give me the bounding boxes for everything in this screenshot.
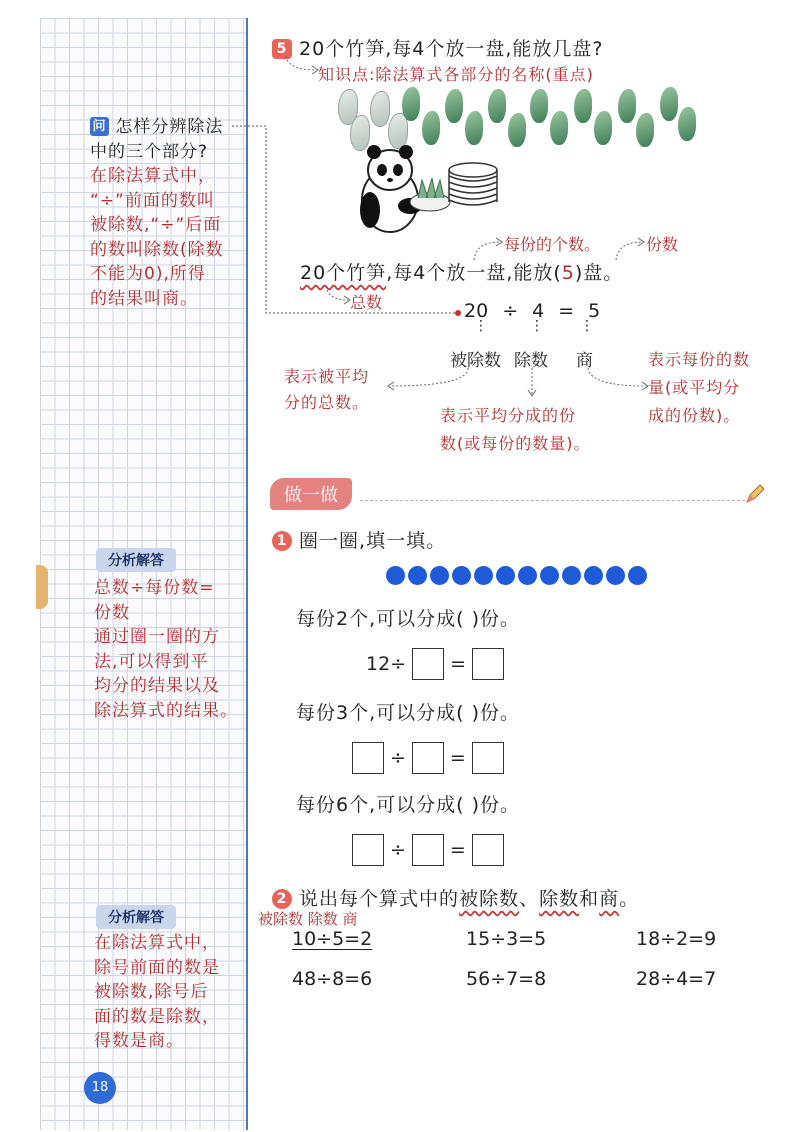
q2-text-d: 。 xyxy=(619,888,640,910)
example-number: 5 xyxy=(272,39,292,59)
analysis-1-line: 均分的结果以及 xyxy=(94,676,220,696)
label-total: 总数 xyxy=(350,293,383,312)
counting-dot xyxy=(408,566,427,585)
dot-row xyxy=(386,566,650,585)
q2-word-divisor: 除数 xyxy=(539,888,580,910)
q1-line-1: 每份2个,可以分成( )份。 xyxy=(296,608,520,630)
answer-box[interactable] xyxy=(412,648,444,680)
equals-sign: = xyxy=(449,839,466,861)
part-divisor: 除数 xyxy=(514,351,548,371)
answer-line-4: 的数叫除数(除数 xyxy=(90,239,224,260)
q2-text-a: 说出每个算式中的 xyxy=(299,888,460,910)
shoot-icon xyxy=(370,91,390,127)
practice-title: 做一做 xyxy=(270,478,352,510)
annotation-dividend-line: 分的总数。 xyxy=(284,393,370,412)
analysis-tag-1: 分析解答 xyxy=(96,548,176,572)
part-dividend: 被除数 xyxy=(450,351,501,371)
eq-quotient: 5 xyxy=(588,300,601,322)
answer-line-3: 被除数,“÷”后面 xyxy=(90,215,222,235)
annotation-divisor-line: 表示平均分成的份 xyxy=(440,406,577,425)
shoot-icon xyxy=(530,89,548,123)
question-marker: 问 xyxy=(90,117,109,136)
analysis-1 xyxy=(94,576,244,723)
expression: 48÷8=6 xyxy=(292,968,373,990)
answer-line-2: “÷”前面的数叫 xyxy=(90,190,215,211)
analysis-1-line: 通过圈一圈的方 xyxy=(94,627,220,647)
analysis-2-line: 在除法算式中， xyxy=(94,933,220,953)
practice-divider xyxy=(360,500,750,501)
answer-box[interactable] xyxy=(472,742,504,774)
analysis-1-line: 法,可以得到平 xyxy=(94,651,209,672)
label-per-share: 每份的个数。 xyxy=(504,235,601,254)
counting-dot xyxy=(430,566,449,585)
annotation-dividend xyxy=(284,364,369,416)
analysis-1-line: 份数 xyxy=(94,602,130,623)
equals-sign: = xyxy=(449,747,466,769)
question-line-1: 怎样分辨除法 xyxy=(115,117,224,137)
q1 xyxy=(272,526,446,553)
annotation-quotient-line: 表示每份的数 xyxy=(648,350,751,369)
shoot-icon xyxy=(574,89,592,123)
answer-box[interactable] xyxy=(412,742,444,774)
dots-3: ⋮ xyxy=(580,318,594,334)
eq-dividend: 20 xyxy=(464,300,489,322)
answer-box[interactable] xyxy=(412,834,444,866)
knowledge-point: 知识点:除法算式各部分的名称(重点) xyxy=(318,65,594,84)
q2-word-dividend: 被除数 xyxy=(459,888,520,910)
expression: 18÷2=9 xyxy=(636,928,717,950)
eq-div-sign: ÷ xyxy=(502,300,519,322)
sentence-end: )盘。 xyxy=(574,262,624,284)
analysis-2-line: 除号前面的数是 xyxy=(94,957,220,978)
dots-1: ⋮ xyxy=(474,318,488,334)
eq-equals: = xyxy=(558,300,575,322)
annotation-divisor xyxy=(440,402,591,458)
equation-3 xyxy=(352,834,504,866)
equation-1 xyxy=(366,648,504,680)
shoot-icon xyxy=(618,89,636,123)
annotation-quotient-line: 成的份数)。 xyxy=(648,406,741,425)
q2-text-b: 、 xyxy=(519,888,540,910)
label-shares: 份数 xyxy=(646,235,679,254)
shoot-icon xyxy=(550,111,568,145)
expression: 56÷7=8 xyxy=(466,968,547,990)
div-sign: ÷ xyxy=(390,839,406,861)
expression: 15÷3=5 xyxy=(466,928,547,950)
sentence-middle: ,每4个放一盘,能放( xyxy=(386,262,562,284)
counting-dot xyxy=(562,566,581,585)
q1-text: 圈一圈,填一填。 xyxy=(299,530,447,552)
eq-divisor: 4 xyxy=(532,300,545,322)
equals-sign: = xyxy=(450,653,467,675)
expression: 28÷4=7 xyxy=(636,968,717,990)
shoot-icon xyxy=(678,107,696,141)
annotation-dividend-line: 表示被平均 xyxy=(284,367,370,386)
shoot-icon xyxy=(508,113,526,147)
q2 xyxy=(272,884,639,911)
analysis-1-line: 除法算式的结果。 xyxy=(94,700,238,721)
bamboo-shoots-illustration xyxy=(330,85,720,145)
shoot-icon xyxy=(594,111,612,145)
plates-stack xyxy=(445,160,505,212)
shoot-icon xyxy=(402,87,420,121)
q2-text-c: 和 xyxy=(579,888,600,910)
side-question xyxy=(90,115,240,311)
counting-dot xyxy=(496,566,515,585)
answer-line-1: 在除法算式中， xyxy=(90,166,216,186)
counting-dot xyxy=(474,566,493,585)
example-question-text: 20个竹笋,每4个放一盘,能放几盘? xyxy=(299,38,604,60)
counting-dot xyxy=(452,566,471,585)
q2-number: 2 xyxy=(272,889,292,909)
eq1-left: 12÷ xyxy=(366,653,407,675)
dots-2: ⋮ xyxy=(530,318,544,334)
arrow-icon xyxy=(282,54,322,78)
annotation-quotient-line: 量(或平均分 xyxy=(648,378,741,397)
question-line-2: 中的三个部分? xyxy=(90,141,209,162)
part-quotient: 商 xyxy=(576,351,593,371)
answer-box[interactable] xyxy=(352,834,384,866)
div-sign: ÷ xyxy=(390,747,406,769)
counting-dot xyxy=(584,566,603,585)
page-number: 18 xyxy=(84,1072,116,1104)
q1-line-2: 每份3个,可以分成( )份。 xyxy=(296,702,520,724)
sentence-answer: 5 xyxy=(561,262,575,284)
shoot-icon xyxy=(445,89,463,123)
example-sentence xyxy=(300,258,623,285)
analysis-2-line: 被除数,除号后 xyxy=(94,982,209,1002)
analysis-2-line: 面的数是除数， xyxy=(94,1006,220,1027)
shoot-icon xyxy=(636,113,654,147)
answer-line-5: 不能为0),所得 xyxy=(90,264,206,284)
q1-line-3: 每份6个,可以分成( )份。 xyxy=(296,794,520,816)
answer-box[interactable] xyxy=(472,648,504,680)
analysis-tag-2: 分析解答 xyxy=(96,905,176,929)
expression: 10÷5=2 xyxy=(292,928,373,950)
analysis-2-line: 得数是商。 xyxy=(94,1031,184,1051)
analysis-1-line: 总数÷每份数= xyxy=(94,578,215,598)
counting-dot xyxy=(628,566,647,585)
side-tab xyxy=(36,565,48,609)
counting-dot xyxy=(540,566,559,585)
counting-dot xyxy=(518,566,537,585)
q1-number: 1 xyxy=(272,531,292,551)
counting-dot xyxy=(386,566,405,585)
counting-dot xyxy=(606,566,625,585)
annotation-divisor-line: 数(或每份的数量)。 xyxy=(440,434,591,453)
pencil-icon xyxy=(745,484,765,504)
answer-box[interactable] xyxy=(472,834,504,866)
shoot-icon xyxy=(488,89,506,123)
analysis-2 xyxy=(94,931,244,1054)
q2-word-quotient: 商 xyxy=(599,888,620,910)
shoot-icon xyxy=(660,87,678,121)
q2-hint: 被除数 除数 商 xyxy=(258,910,358,928)
equation-2 xyxy=(352,742,504,774)
sentence-total: 20个竹笋 xyxy=(300,262,387,284)
answer-line-6: 的结果叫商。 xyxy=(90,288,198,309)
annotation-quotient xyxy=(648,346,750,430)
answer-box[interactable] xyxy=(352,742,384,774)
